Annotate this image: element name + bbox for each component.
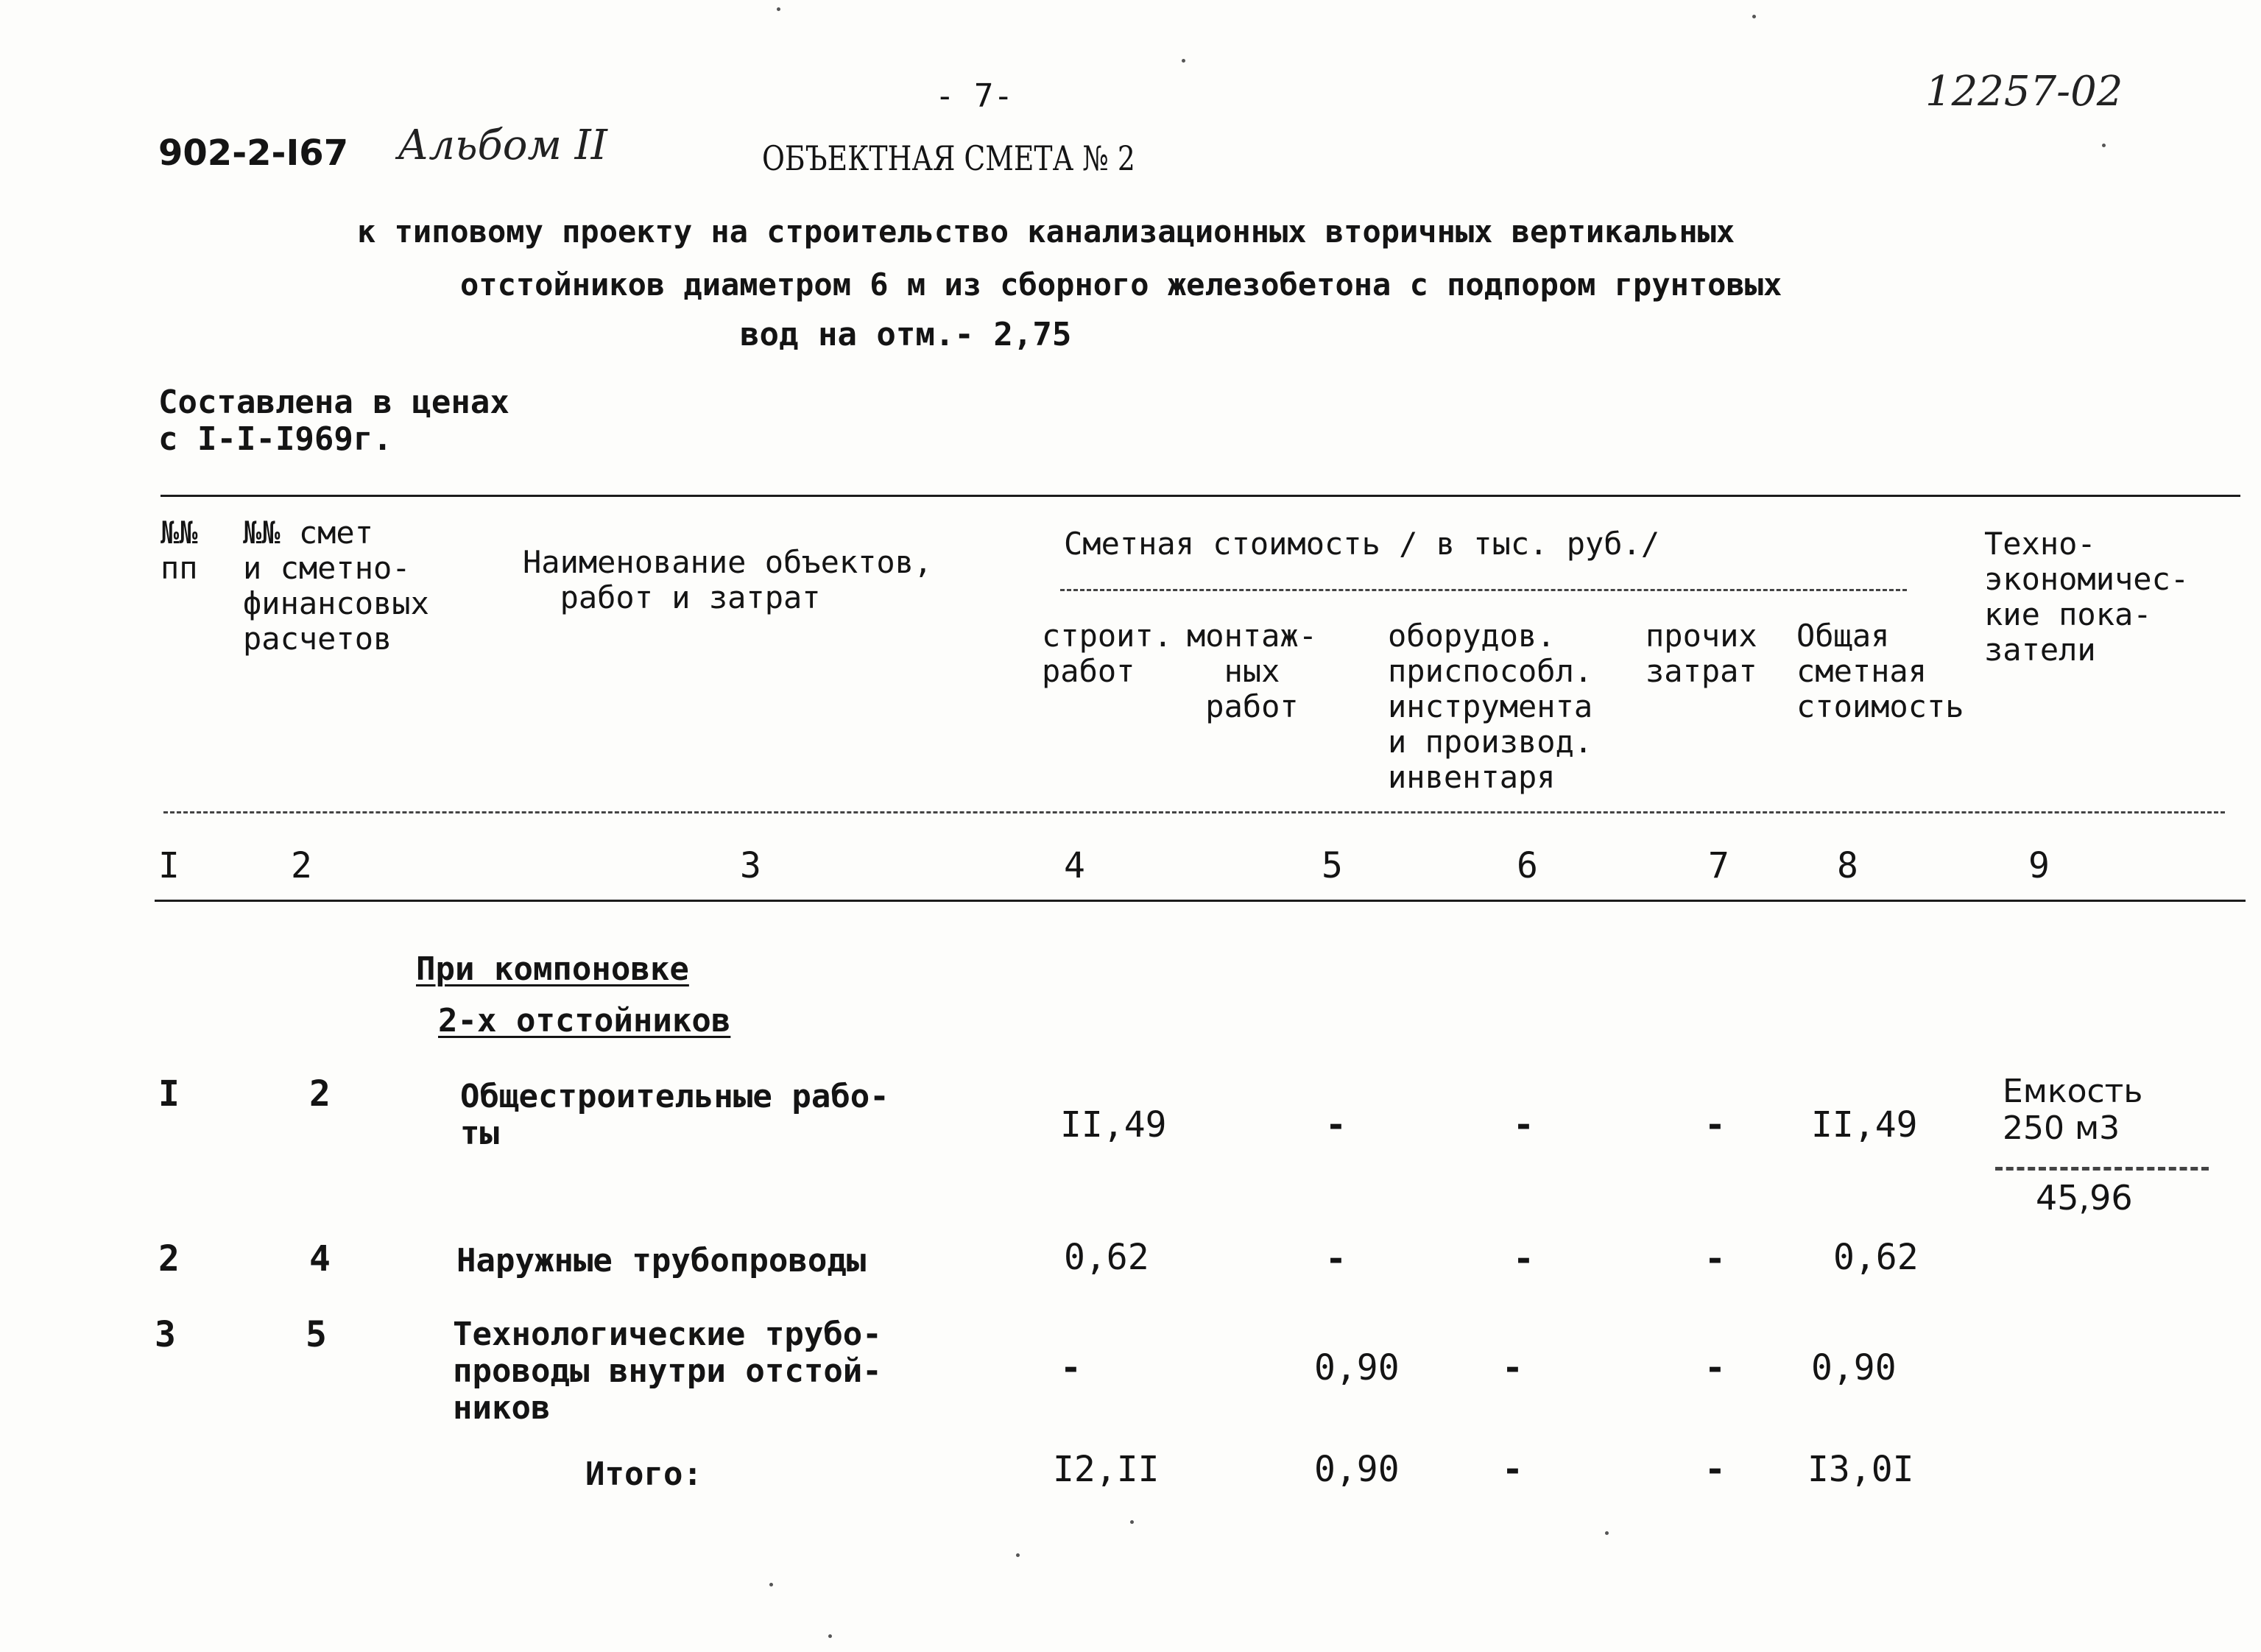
cell-total: 0,90 xyxy=(1811,1347,1897,1388)
cell-row-no: I xyxy=(158,1073,180,1115)
header-estimate-no: №№ смет и сметно- финансовых расчетов xyxy=(243,515,429,657)
cell-name: Общестроительные рабо- ты xyxy=(460,1078,889,1152)
column-number: 6 xyxy=(1517,845,1538,886)
scan-speck xyxy=(1182,59,1185,63)
document-title: ОБЪЕКТНАЯ СМЕТА № 2 xyxy=(762,138,1135,178)
cell-equipment: - xyxy=(1513,1238,1534,1279)
section-title-line-2: 2-х отстойников xyxy=(438,1002,731,1039)
cell-total: II,49 xyxy=(1811,1104,1918,1146)
header-bottom-rule xyxy=(163,811,2225,813)
cell-installation: 0,90 xyxy=(1314,1347,1400,1388)
cell-estimate-no: 4 xyxy=(309,1238,331,1279)
header-installation: монтаж- ных работ xyxy=(1187,618,1318,724)
header-construction: строит. работ xyxy=(1042,618,1173,689)
totals-label: Итого: xyxy=(585,1455,702,1493)
cell-other: - xyxy=(1704,1104,1726,1146)
column-number: 3 xyxy=(740,845,761,886)
table-top-rule xyxy=(161,495,2240,497)
scan-speck xyxy=(1605,1531,1609,1535)
scan-speck xyxy=(1016,1553,1020,1557)
project-code: 902-2-I67 xyxy=(158,133,349,174)
totals-construction: I2,II xyxy=(1053,1449,1160,1490)
column-number: 7 xyxy=(1708,845,1729,886)
cell-row-no: 3 xyxy=(155,1314,176,1355)
header-row-no: №№ пп xyxy=(161,515,198,586)
header-tech-econ: Техно- экономичес- кие пока- затели xyxy=(1984,526,2190,668)
page-number: - 7- xyxy=(935,77,1013,115)
column-numbers-rule xyxy=(155,900,2246,902)
header-equipment: оборудов. приспособл. инструмента и производ. инвентаря xyxy=(1388,618,1593,795)
cell-other: - xyxy=(1704,1238,1726,1279)
scan-speck xyxy=(828,1634,832,1638)
cell-installation: - xyxy=(1325,1238,1347,1279)
totals-equipment: - xyxy=(1502,1449,1523,1490)
prices-line-1: Составлена в ценах xyxy=(158,384,509,421)
cell-row-no: 2 xyxy=(158,1238,180,1279)
subtitle-line-2: отстойников диаметром 6 м из сборного железобетона с подпором грунтовых xyxy=(460,266,1782,303)
column-number: 2 xyxy=(291,845,312,886)
column-number: 5 xyxy=(1322,845,1343,886)
cell-estimate-no: 2 xyxy=(309,1073,331,1115)
header-name: Наименование объектов, работ и затрат xyxy=(523,544,933,615)
totals-installation: 0,90 xyxy=(1314,1449,1400,1490)
header-total: Общая сметная стоимость xyxy=(1796,618,1964,724)
subtitle-line-3: вод на отм.- 2,75 xyxy=(740,316,1072,353)
inventory-number: 12257-02 xyxy=(1925,68,2123,116)
cell-other: - xyxy=(1704,1347,1726,1388)
cell-installation: - xyxy=(1325,1104,1347,1146)
cell-construction: - xyxy=(1060,1347,1082,1388)
tech-fraction-line xyxy=(1995,1167,2209,1171)
scan-speck xyxy=(2102,144,2106,147)
cell-tech-value: 45,96 xyxy=(2036,1178,2133,1218)
column-number: 4 xyxy=(1064,845,1085,886)
totals-other: - xyxy=(1704,1449,1726,1490)
section-title-line-1: При компоновке xyxy=(416,950,689,988)
scan-speck xyxy=(769,1583,773,1586)
scan-speck xyxy=(1130,1520,1134,1524)
column-number: I xyxy=(158,845,180,886)
cell-construction: II,49 xyxy=(1060,1104,1167,1146)
cost-group-divider xyxy=(1060,589,1907,591)
cell-equipment: - xyxy=(1513,1104,1534,1146)
cell-name: Наружные трубопроводы xyxy=(456,1242,867,1279)
cell-total: 0,62 xyxy=(1833,1237,1919,1278)
column-number: 9 xyxy=(2028,845,2050,886)
header-cost-group: Сметная стоимость / в тыс. руб./ xyxy=(1064,526,1660,562)
prices-line-2: с I-I-I969г. xyxy=(158,420,392,458)
cell-construction: 0,62 xyxy=(1064,1237,1149,1278)
scan-speck xyxy=(1752,15,1756,18)
cell-equipment: - xyxy=(1502,1347,1523,1388)
album-label: Альбом II xyxy=(398,121,607,169)
subtitle-line-1: к типовому проекту на строительство канализационных вторичных вертикальных xyxy=(357,213,1735,250)
totals-total: I3,0I xyxy=(1807,1449,1914,1490)
cell-tech-label: Емкость 250 м3 xyxy=(2003,1073,2143,1147)
header-other: прочих затрат xyxy=(1646,618,1757,689)
scan-speck xyxy=(777,7,780,11)
column-number: 8 xyxy=(1837,845,1858,886)
cell-estimate-no: 5 xyxy=(306,1314,327,1355)
cell-name: Технологические трубо- проводы внутри отстой- ников xyxy=(453,1316,882,1427)
